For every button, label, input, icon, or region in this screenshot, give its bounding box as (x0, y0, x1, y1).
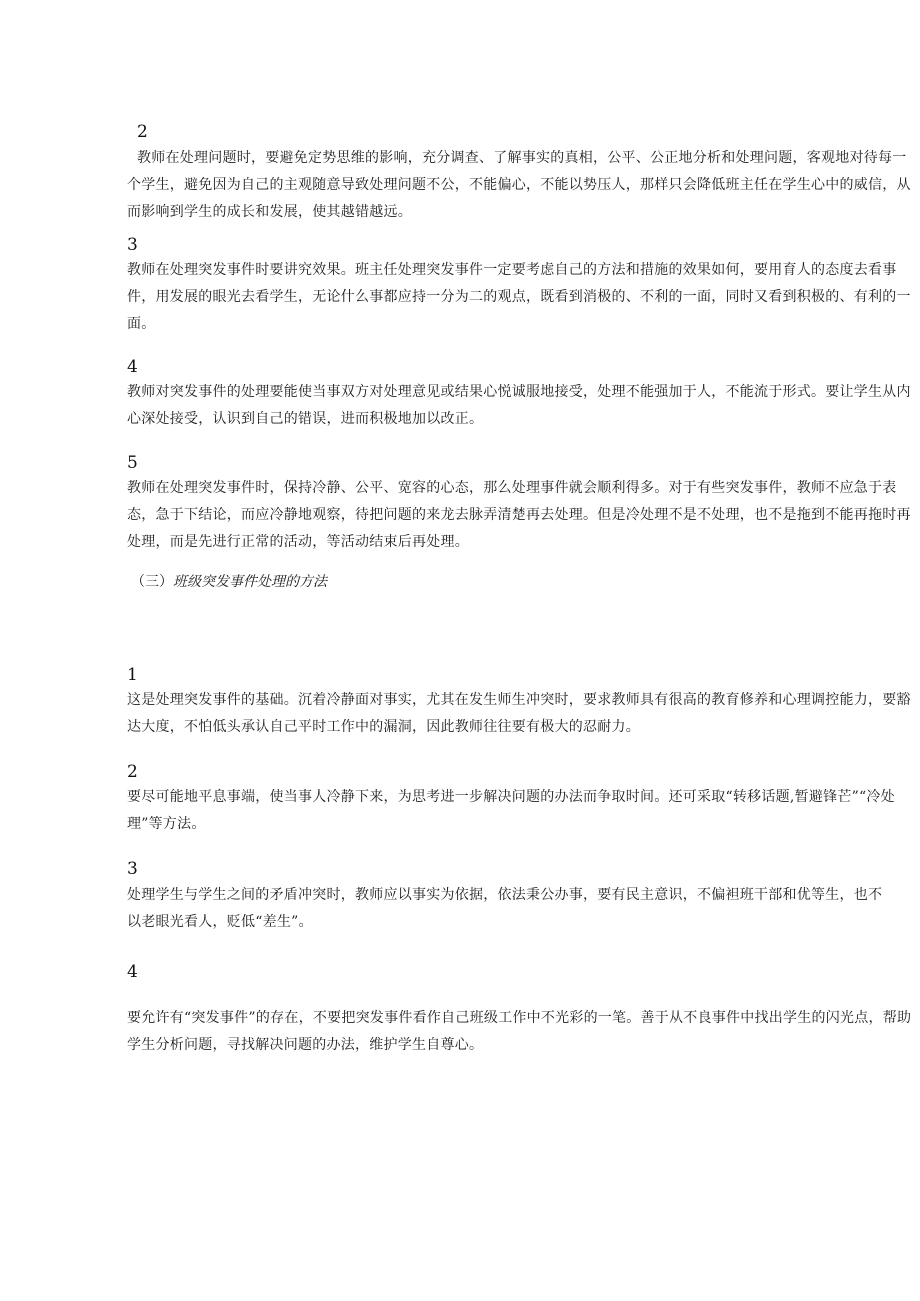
item-text: 教师在处理突发事件时要讲究效果。班主任处理突发事件一定要考虑自己的方法和措施的效果如何，要用育人的态度去看事件，用发展的眼光去看学生，无论什么事都应持一分为二的观点，既看到消极的、不利的一面，同时又看到积极的、有利的一面。 (127, 262, 911, 332)
item-number: 4 (127, 357, 138, 377)
item-text: 教师对突发事件的处理要能使当事双方对处理意见或结果心悦诚服地接受，处理不能强加于人，不能流于形式。要让学生从内心深处接受，认识到自己的错误，进而积极地加以改正。 (127, 384, 911, 427)
item-text: 要允许有“突发事件”的存在，不要把突发事件看作自己班级工作中不光彩的一笔。善于从不良事件中找出学生的闪光点，帮助学生分析问题，寻找解决问题的办法，维护学生自尊心。 (127, 1010, 912, 1053)
item-number: 4 (127, 962, 138, 982)
item-number: 2 (137, 122, 148, 142)
item-text: 这是处理突发事件的基础。沉着冷静面对事实，尤其在发生师生冲突时，要求教师具有很高的教育修养和心理调控能力，要豁达大度，不怕低头承认自己平时工作中的漏洞，因此教师往往要有极大的忍耐力。 (127, 692, 911, 735)
item-text: 教师在处理问题时，要避免定势思维的影响，充分调查、了解事实的真相，公平、公正地分析和处理问题，客观地对待每一个学生，避免因为自己的主观随意导致处理问题不公，不能偏心，不能以势压人，那样只会降低班主任在学生心中的威信，从而影响到学生的成长和发展，使其越错越远。 (127, 150, 911, 220)
item-number: 5 (127, 453, 138, 473)
section-heading (131, 571, 327, 593)
item-number: 3 (127, 859, 138, 879)
item-text: 要尽可能地平息事端，使当事人冷静下来，为思考进一步解决问题的办法而争取时间。还可采取“转移话题,暂避锋芒”“冷处理”等方法。 (127, 789, 895, 832)
item-number: 2 (127, 762, 138, 782)
section-heading-title: 班级突发事件处理的方法 (173, 574, 327, 590)
section-heading-prefix: （三） (131, 574, 173, 590)
item-number: 1 (127, 665, 138, 685)
item-text: 处理学生与学生之间的矛盾冲突时，教师应以事实为依据，依法秉公办事，要有民主意识，不偏袒班干部和优等生，也不以老眼光看人，贬低“差生”。 (127, 887, 883, 930)
item-text: 教师在处理突发事件时，保持冷静、公平、宽容的心态，那么处理事件就会顺利得多。对于有些突发事件，教师不应急于表态，急于下结论，而应冷静地观察，待把问题的来龙去脉弄清楚再去处理。但是冷处理不是不处理，也不是拖到不能再拖时再处理，而是先进行正常的活动，等活动结束后再处理。 (127, 480, 911, 550)
item-number: 3 (127, 235, 138, 255)
